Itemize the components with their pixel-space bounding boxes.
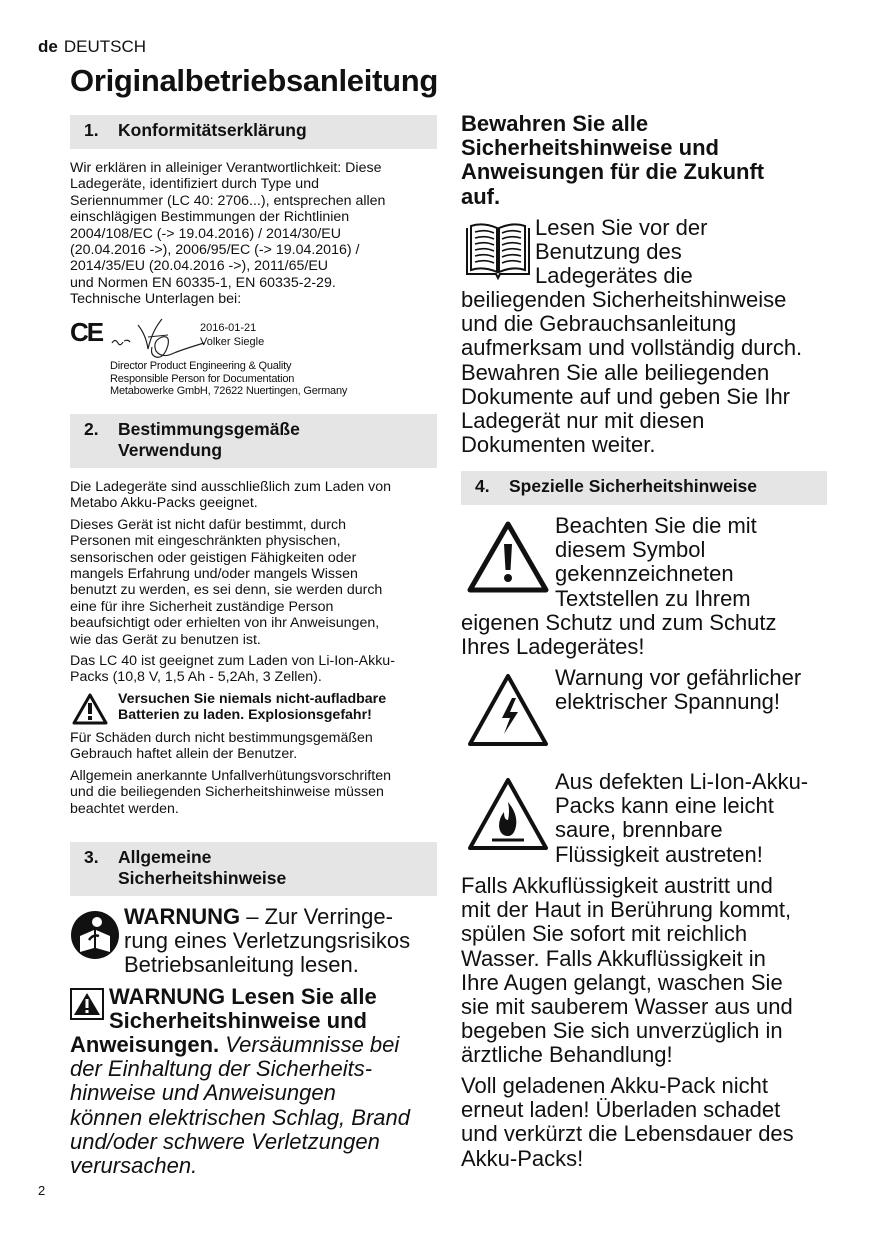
section-number: 1. (84, 120, 99, 140)
text-line: Betriebsanleitung lesen. (124, 952, 359, 978)
text-line: erneut laden! Überladen schadet (461, 1097, 781, 1123)
language-label (38, 37, 146, 57)
text-line: Versuchen Sie niemals nicht-aufladbare (118, 690, 387, 707)
flammable-warning-icon (466, 776, 550, 852)
text-line: Aus defekten Li-Ion-Akku- (555, 769, 809, 794)
text-line: WARNUNG Lesen Sie alle (109, 984, 377, 1009)
text-line: saure, brennbare (555, 817, 723, 843)
text-line: Dieses Gerät ist nicht dafür bestimmt, durch (70, 516, 346, 533)
text-line: beachtet werden. (70, 800, 179, 817)
warning-text (118, 691, 386, 724)
warning-read-manual (124, 905, 444, 978)
text-line: Benutzung des (535, 239, 682, 265)
title-line: Allgemeine (118, 847, 212, 867)
text-line: auf. (461, 183, 501, 209)
text-line: (20.04.2016 ->), 2006/95/EC (-> 19.04.2016) / (70, 242, 360, 259)
text-line: Personen mit eingeschränkten physischen, (70, 533, 341, 550)
language-name: DEUTSCH (63, 37, 147, 56)
read-manual-icon (70, 910, 120, 960)
text-line: Dokumente auf und geben Sie Ihr (461, 383, 791, 409)
paragraph (70, 653, 445, 686)
text-line: gekennzeichneten (555, 561, 734, 587)
warning-read-all-heading (109, 985, 439, 1033)
section-2-heading (70, 414, 437, 468)
section-3-heading (70, 842, 437, 896)
section-title (118, 847, 286, 889)
read-before-use-side (535, 216, 835, 289)
text-line: eigenen Schutz und zum Schutz (461, 610, 777, 635)
text-line: Anweisungen. (70, 1032, 220, 1057)
text-line: benutzt zu werden, es sei denn, sie werden durch (70, 582, 383, 599)
text-line: Warnung vor gefährlicher (555, 665, 802, 690)
attention-warning-icon (466, 520, 550, 594)
text-line: spülen Sie sofort mit reichlich (461, 921, 748, 947)
text-line: diesem Symbol (555, 537, 706, 563)
text-line: und verkürzt die Lebensdauer des (461, 1121, 794, 1147)
battery-fluid-text (461, 874, 841, 1068)
text-line: Ihre Augen gelangt, waschen Sie (461, 969, 783, 995)
text-line: können elektrischen Schlag, Brand (70, 1104, 410, 1130)
text-line: Responsible Person for Documentation (110, 372, 295, 385)
paragraph (70, 768, 445, 817)
section-1-heading (70, 115, 437, 149)
title-line: Bestimmungsgemäße (118, 419, 300, 439)
text-line: Textstellen zu Ihrem (555, 585, 751, 611)
text-line: begeben Sie sich unverzüglich in (461, 1018, 783, 1044)
text-line: beaufsichtigt oder erhielten von ihr Anweisungen, (70, 615, 380, 632)
ce-mark: CE (70, 317, 103, 347)
text-line: Seriennummer (LC 40: 2706...), entsprechen allen (70, 192, 386, 209)
attention-text (461, 611, 841, 659)
voltage-warning-text (555, 666, 845, 714)
read-before-use-text (461, 288, 841, 457)
text-line: Metabo Akku-Packs geeignet. (70, 495, 258, 512)
text-line: Packs (10,8 V, 1,5 Ah - 5,2Ah, 3 Zellen). (70, 669, 322, 686)
signature-date: 2016-01-21 (200, 322, 257, 334)
text-line: – Zur Verringe- (240, 904, 393, 929)
text-line: hinweise und Anweisungen (70, 1080, 336, 1106)
overcharge-text (461, 1074, 841, 1171)
language-code: de (38, 37, 58, 56)
paragraph (70, 517, 445, 648)
text-line: aufmerksam und vollständig durch. (461, 335, 803, 361)
section-number: 2. (84, 419, 99, 439)
text-line: und die Gebrauchsanleitung (461, 311, 737, 337)
text-line: und Normen EN 60335-1, EN 60335-2-29. (70, 274, 336, 291)
keep-instructions-heading (461, 112, 831, 209)
paragraph (70, 479, 445, 512)
text-line: ärztliche Behandlung! (461, 1042, 673, 1068)
text-line: Versäumnisse bei (219, 1032, 400, 1057)
text-line: Dokumenten weiter. (461, 432, 656, 458)
text-line: rung eines Verletzungsrisikos (124, 928, 411, 954)
intended-use-text (70, 479, 445, 822)
text-line: Voll geladenen Akku-Pack nicht (461, 1073, 768, 1098)
text-line: Wir erklären in alleiniger Verantwortlichkeit: Diese (70, 160, 382, 176)
signatory-title (110, 360, 347, 398)
text-line: und die beiliegenden Sicherheitshinweise müssen (70, 784, 384, 801)
text-line: Sicherheitshinweise und (461, 135, 719, 161)
text-line: Gebrauch haftet allein der Benutzer. (70, 746, 298, 763)
text-line: Lesen Sie vor der (535, 215, 708, 240)
warning-read-all-body (70, 1033, 450, 1178)
text-line: mangels Erfahrung und/oder mangels Wissen (70, 566, 358, 583)
text-line: Batterien zu laden. Explosionsgefahr! (118, 707, 372, 724)
text-line: Akku-Packs! (461, 1145, 584, 1171)
text-line: Sicherheitshinweise und (109, 1008, 367, 1034)
text-line: Ladegerätes die (535, 263, 693, 289)
text-line: sensorischen oder geistigen Fähigkeiten oder (70, 549, 357, 566)
text-line: verursachen. (70, 1153, 198, 1179)
text-line: mit der Haut in Berührung kommt, (461, 897, 792, 923)
text-line: Flüssigkeit austreten! (555, 841, 763, 867)
text-line: Beachten Sie die mit (555, 513, 757, 538)
text-line: Anweisungen für die Zukunft (461, 159, 765, 185)
conformity-text (70, 160, 442, 308)
text-line: eine für ihre Sicherheit zuständige Person (70, 598, 334, 615)
text-line: Allgemein anerkannte Unfallverhütungsvorschriften (70, 767, 391, 784)
text-line: Ladegeräte, identifiziert durch Type und (70, 176, 319, 193)
text-line: Für Schäden durch nicht bestimmungsgemäßen (70, 729, 373, 746)
text-line: Bewahren Sie alle beiliegenden (461, 359, 770, 385)
text-line: Falls Akkuflüssigkeit austritt und (461, 873, 773, 898)
text-line: wie das Gerät zu benutzen ist. (70, 631, 261, 648)
page-number: 2 (38, 1183, 46, 1198)
title-line: Verwendung (118, 440, 223, 460)
text-line: und/oder schwere Verletzungen (70, 1128, 380, 1154)
text-line: Metabowerke GmbH, 72622 Nuertingen, Germany (110, 385, 348, 397)
explosion-warning (70, 691, 445, 727)
title-line: Sicherheitshinweise (118, 868, 287, 888)
text-line: sie mit sauberem Wasser aus und (461, 994, 793, 1020)
signature-name: Volker Siegle (200, 336, 265, 348)
text-line: 2004/108/EC (-> 19.04.2016) / 2014/30/EU (70, 225, 341, 242)
electric-voltage-warning-icon (466, 672, 550, 748)
text-line: Bewahren Sie alle (461, 111, 649, 136)
text-line: Packs kann eine leicht (555, 793, 774, 819)
section-number: 4. (475, 476, 490, 496)
warning-triangle-icon (72, 693, 108, 725)
signature-block (70, 313, 400, 403)
section-number: 3. (84, 847, 99, 867)
open-book-icon (463, 220, 533, 282)
attention-text-side (555, 514, 845, 611)
text-line: Ihres Ladegerätes! (461, 634, 645, 660)
section-title (118, 419, 300, 461)
paragraph (70, 730, 445, 763)
section-4-heading (461, 471, 827, 505)
text-line: elektrischer Spannung! (555, 689, 781, 715)
text-line: 2014/35/EU (20.04.2016 ->), 2011/65/EU (70, 258, 329, 275)
section-title: Spezielle Sicherheitshinweise (509, 476, 758, 496)
section-title: Konformitätserklärung (118, 120, 307, 140)
page-title: Originalbetriebsanleitung (70, 63, 438, 98)
text-line: Ladegerät nur mit diesen (461, 408, 705, 434)
text-line: der Einhaltung der Sicherheits- (70, 1056, 373, 1082)
text-line: Technische Unterlagen bei: (70, 291, 242, 308)
text-line: Das LC 40 ist geeignet zum Laden von Li-Ion-Akku- (70, 653, 395, 670)
text-line: einschlägigen Bestimmungen der Richtlinien (70, 209, 350, 226)
fire-warning-text (555, 770, 845, 867)
warning-triangle-boxed-icon (70, 988, 104, 1020)
warning-label: WARNUNG (124, 904, 241, 929)
text-line: Director Product Engineering & Quality (110, 360, 292, 372)
text-line: Die Ladegeräte sind ausschließlich zum Laden von (70, 479, 391, 495)
text-line: beiliegenden Sicherheitshinweise (461, 287, 787, 312)
text-line: Wasser. Falls Akkuflüssigkeit in (461, 945, 766, 971)
